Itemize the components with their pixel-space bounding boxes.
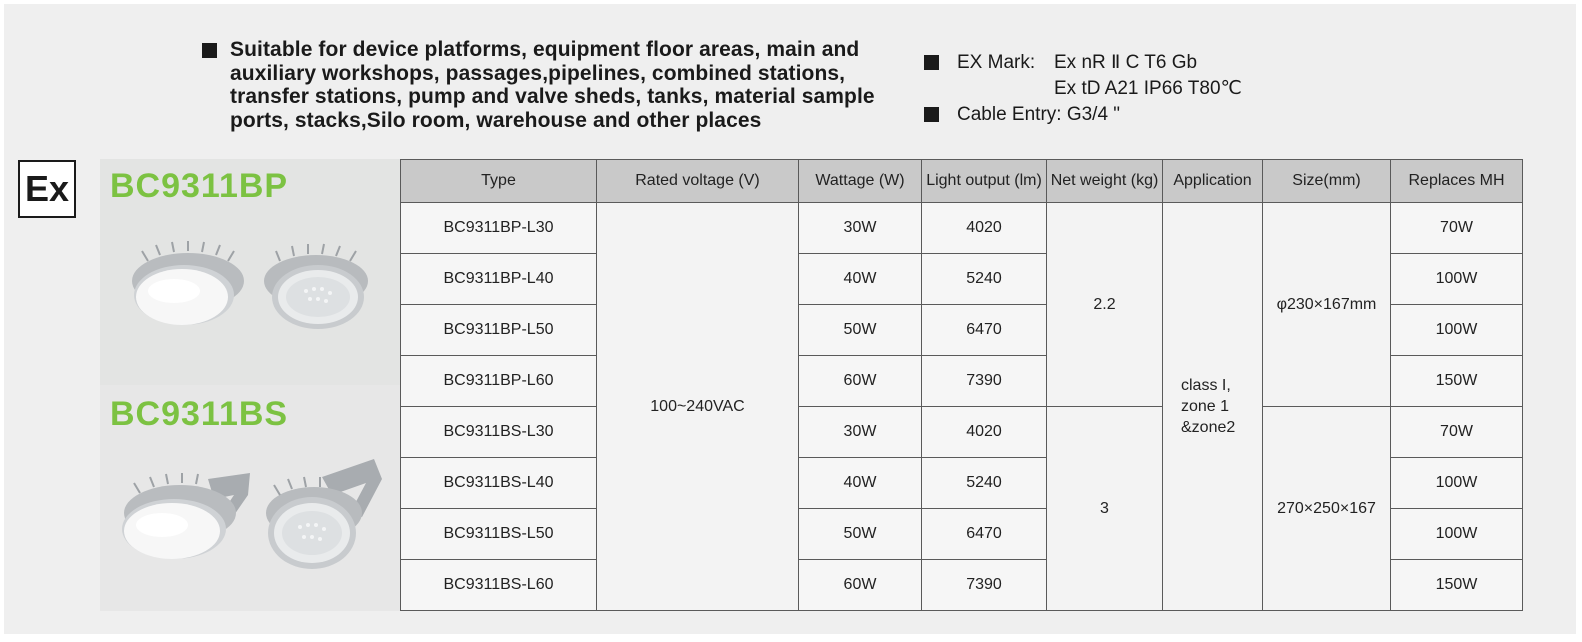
cell-wattage: 50W <box>799 509 922 560</box>
product-bs-panel <box>100 385 400 611</box>
description-text: Suitable for device platforms, equipment floor areas, main and auxiliary workshops, passages,pipelines, combined stations, transfer stations, pump and valve sheds, tanks, material sample ports, stacks,Silo room, warehouse and other places <box>230 38 875 132</box>
cell-replaces: 100W <box>1391 305 1523 356</box>
cell-replaces: 70W <box>1391 407 1523 458</box>
cell-wattage: 40W <box>799 458 922 509</box>
cell-weight-bp: 2.2 <box>1047 203 1163 407</box>
lamp-bp-side-image <box>260 241 372 341</box>
cell-lumen: 4020 <box>922 407 1047 458</box>
cell-type: BC9311BS-L40 <box>401 458 597 509</box>
cell-lumen: 5240 <box>922 458 1047 509</box>
product-panel <box>100 159 400 611</box>
cell-wattage: 60W <box>799 356 922 407</box>
table-header-row <box>401 160 1523 203</box>
bullet-square-icon <box>924 107 939 122</box>
cell-wattage: 30W <box>799 203 922 254</box>
table-row <box>401 407 1523 458</box>
header-size: Size(mm) <box>1263 160 1391 203</box>
cell-type: BC9311BP-L60 <box>401 356 597 407</box>
ex-mark-label: EX Mark: <box>957 52 1036 73</box>
lamp-bp-front-image <box>128 239 248 339</box>
cell-type: BC9311BS-L50 <box>401 509 597 560</box>
application-line: class I, <box>1181 377 1231 394</box>
application-line: &zone2 <box>1181 419 1236 436</box>
spec-table <box>400 159 1523 611</box>
ex-badge: Ex <box>18 160 76 218</box>
cell-lumen: 6470 <box>922 509 1047 560</box>
ex-mark-line1: Ex nR Ⅱ C T6 Gb <box>1054 52 1198 73</box>
cell-wattage: 50W <box>799 305 922 356</box>
cell-replaces: 150W <box>1391 560 1523 611</box>
cell-replaces: 100W <box>1391 254 1523 305</box>
table-row <box>401 203 1523 254</box>
application-description <box>202 38 892 132</box>
cell-voltage: 100~240VAC <box>597 203 799 611</box>
cell-lumen: 4020 <box>922 203 1047 254</box>
header-application: Application <box>1163 160 1263 203</box>
cell-replaces: 100W <box>1391 458 1523 509</box>
product-bp-panel <box>100 159 400 385</box>
cell-wattage: 40W <box>799 254 922 305</box>
cell-size-bp: φ230×167mm <box>1263 203 1391 407</box>
header-rated-voltage: Rated voltage (V) <box>597 160 799 203</box>
cell-application <box>1163 203 1263 611</box>
header-net-weight: Net weight (kg) <box>1047 160 1163 203</box>
cell-type: BC9311BS-L30 <box>401 407 597 458</box>
header-wattage: Wattage (W) <box>799 160 922 203</box>
cell-lumen: 5240 <box>922 254 1047 305</box>
lamp-bs-side-image <box>262 453 388 581</box>
cell-lumen: 6470 <box>922 305 1047 356</box>
header-type: Type <box>401 160 597 203</box>
cell-type: BC9311BP-L30 <box>401 203 597 254</box>
cell-size-bs: 270×250×167 <box>1263 407 1391 611</box>
cell-type: BC9311BP-L50 <box>401 305 597 356</box>
cable-entry: Cable Entry: G3/4 " <box>957 104 1121 125</box>
application-line: zone 1 <box>1181 398 1230 415</box>
cell-wattage: 60W <box>799 560 922 611</box>
cell-lumen: 7390 <box>922 560 1047 611</box>
cell-replaces: 100W <box>1391 509 1523 560</box>
cell-type: BC9311BP-L40 <box>401 254 597 305</box>
cell-replaces: 150W <box>1391 356 1523 407</box>
cell-lumen: 7390 <box>922 356 1047 407</box>
bullet-square-icon <box>924 55 939 70</box>
cell-replaces: 70W <box>1391 203 1523 254</box>
cell-weight-bs: 3 <box>1047 407 1163 611</box>
header-light-output: Light output (lm) <box>922 160 1047 203</box>
header-replaces-mh: Replaces MH <box>1391 160 1523 203</box>
cell-wattage: 30W <box>799 407 922 458</box>
ex-mark-line2: Ex tD A21 IP66 T80℃ <box>1054 78 1242 99</box>
bullet-square-icon <box>202 43 217 58</box>
model-title-bs: BC9311BS <box>110 395 289 433</box>
model-title-bp: BC9311BP <box>110 167 289 205</box>
lamp-bs-front-image <box>118 461 258 581</box>
cell-type: BC9311BS-L60 <box>401 560 597 611</box>
